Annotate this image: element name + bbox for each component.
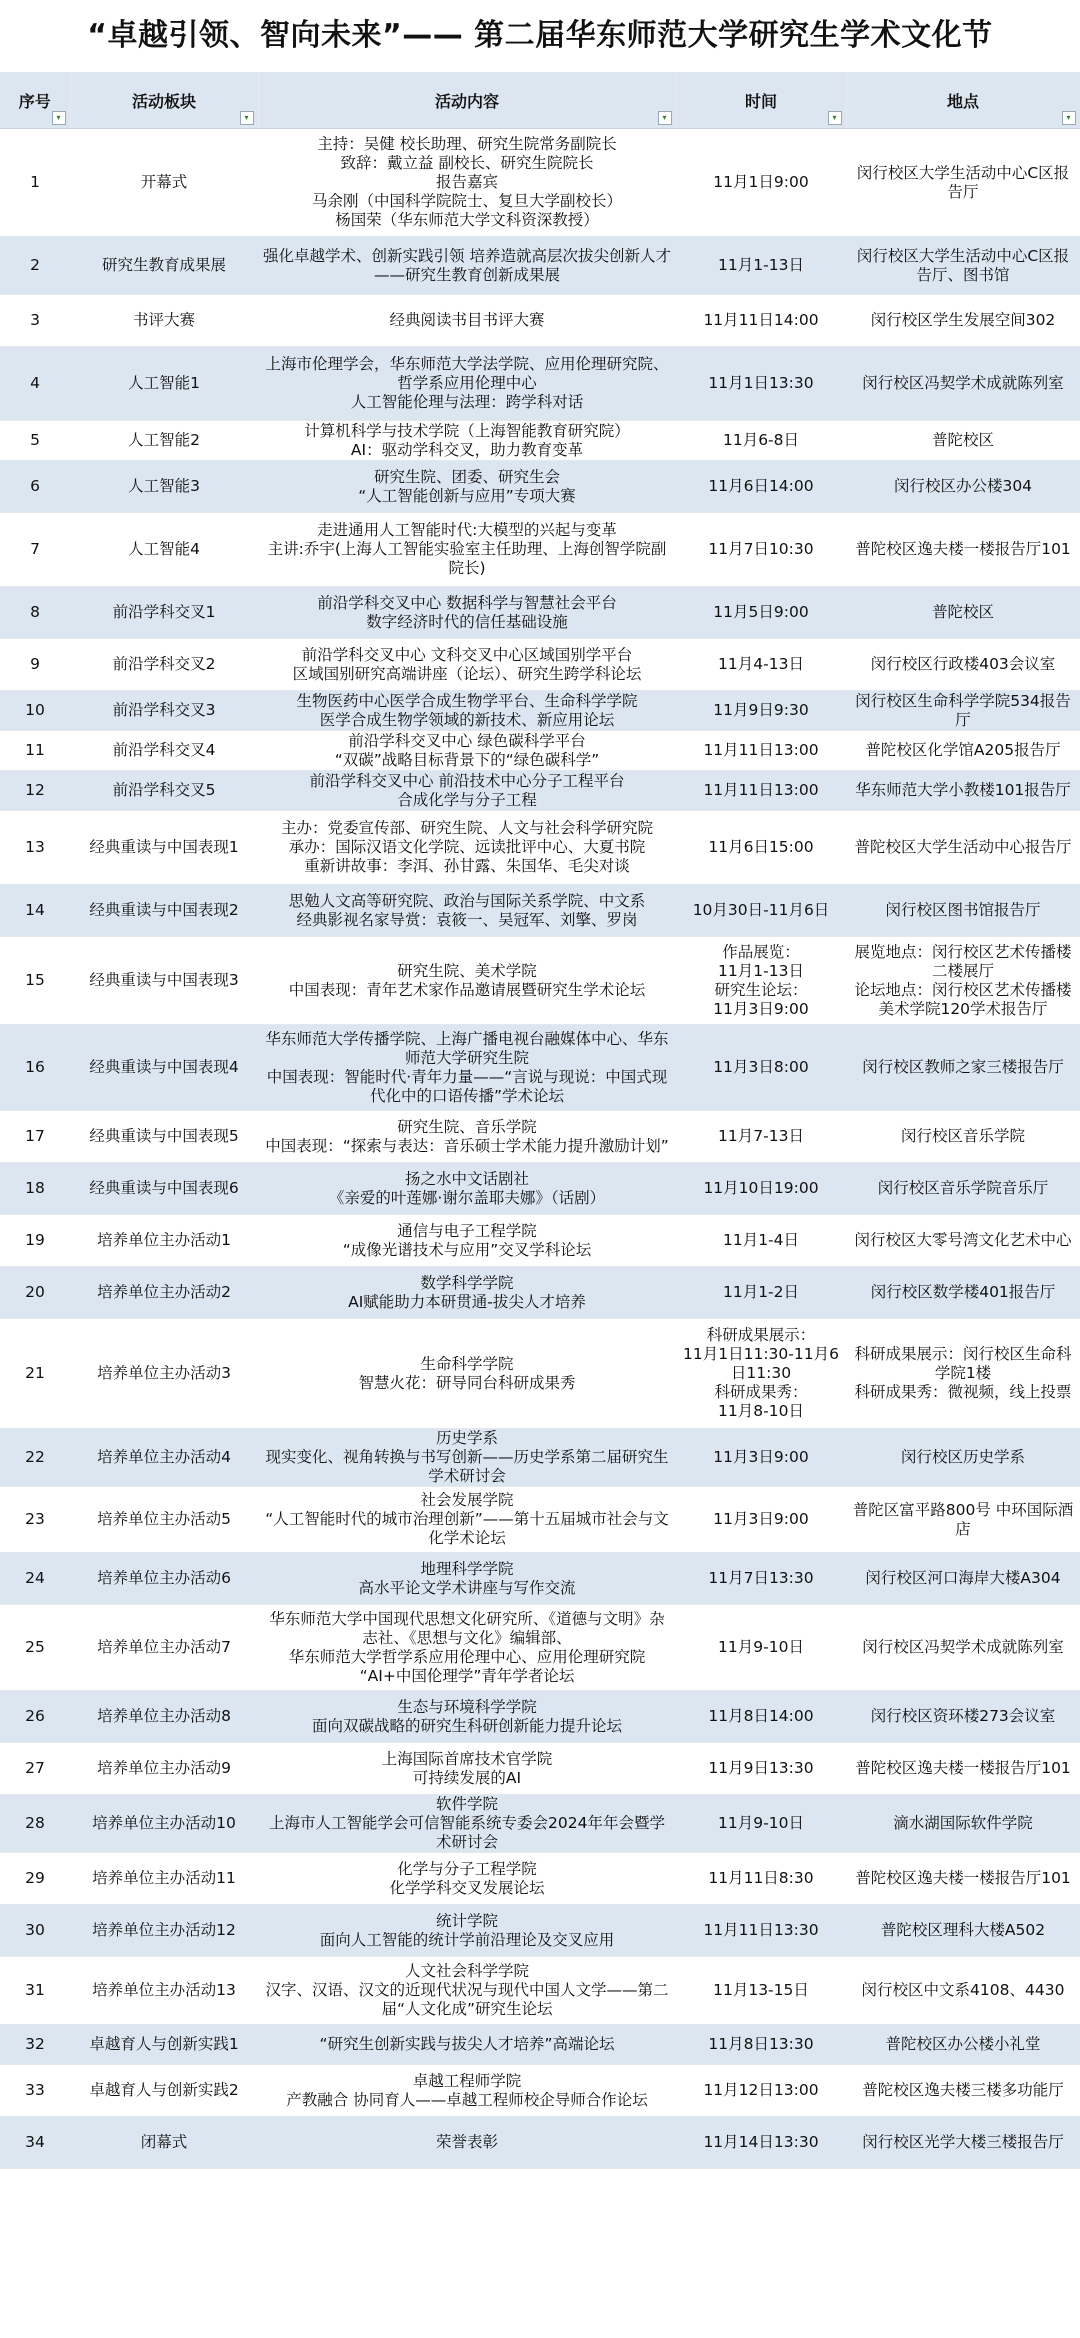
cell-no: 18 xyxy=(0,1163,70,1215)
cell-location: 闵行校区大学生活动中心C区报告厅、图书馆 xyxy=(846,237,1080,295)
cell-section: 前沿学科交叉2 xyxy=(70,639,258,691)
cell-location: 普陀校区逸夫楼一楼报告厅101 xyxy=(846,1743,1080,1795)
cell-time: 11月11日13:00 xyxy=(676,771,846,811)
cell-section: 培养单位主办活动1 xyxy=(70,1215,258,1267)
cell-time: 11月8日14:00 xyxy=(676,1691,846,1743)
cell-no: 26 xyxy=(0,1691,70,1743)
cell-time: 11月5日9:00 xyxy=(676,587,846,639)
cell-section: 卓越育人与创新实践1 xyxy=(70,2025,258,2065)
table-row xyxy=(0,811,1080,885)
cell-content: 思勉人文高等研究院、政治与国际关系学院、中文系 经典影视名家导赏：袁筱一、吴冠军、刘擎、罗岗 xyxy=(258,885,676,937)
cell-content: 前沿学科交叉中心 文科交叉中心区域国别学平台 区域国别研究高端讲座（论坛）、研究生跨学科论坛 xyxy=(258,639,676,691)
table-row xyxy=(0,1163,1080,1215)
cell-time: 10月30日-11月6日 xyxy=(676,885,846,937)
cell-content: 生态与环境科学学院 面向双碳战略的研究生科研创新能力提升论坛 xyxy=(258,1691,676,1743)
cell-location: 普陀校区化学馆A205报告厅 xyxy=(846,731,1080,771)
filter-dropdown-icon[interactable]: ▾ xyxy=(658,111,672,125)
cell-time: 11月8日13:30 xyxy=(676,2025,846,2065)
table-row xyxy=(0,1795,1080,1853)
cell-section: 研究生教育成果展 xyxy=(70,237,258,295)
table-row xyxy=(0,1215,1080,1267)
cell-time: 11月11日13:30 xyxy=(676,1905,846,1957)
cell-section: 培养单位主办活动4 xyxy=(70,1429,258,1487)
cell-section: 经典重读与中国表现1 xyxy=(70,811,258,885)
cell-time: 11月9-10日 xyxy=(676,1795,846,1853)
cell-location: 闵行校区冯契学术成就陈列室 xyxy=(846,347,1080,421)
cell-location: 普陀校区逸夫楼一楼报告厅101 xyxy=(846,1853,1080,1905)
cell-location: 闵行校区行政楼403会议室 xyxy=(846,639,1080,691)
cell-section: 人工智能2 xyxy=(70,421,258,461)
cell-time: 11月6日15:00 xyxy=(676,811,846,885)
cell-no: 22 xyxy=(0,1429,70,1487)
cell-section: 培养单位主办活动12 xyxy=(70,1905,258,1957)
cell-location: 普陀校区逸夫楼三楼多功能厅 xyxy=(846,2065,1080,2117)
table-row xyxy=(0,1553,1080,1605)
table-row xyxy=(0,731,1080,771)
table-row xyxy=(0,1267,1080,1319)
cell-content: 计算机科学与技术学院（上海智能教育研究院） AI：驱动学科交叉，助力教育变革 xyxy=(258,421,676,461)
header-row xyxy=(0,72,1080,129)
cell-location: 普陀校区大学生活动中心报告厅 xyxy=(846,811,1080,885)
cell-no: 20 xyxy=(0,1267,70,1319)
cell-content: 荣誉表彰 xyxy=(258,2117,676,2169)
cell-location: 展览地点：闵行校区艺术传播楼二楼展厅 论坛地点：闵行校区艺术传播楼美术学院120学术报告厅 xyxy=(846,937,1080,1025)
cell-location: 闵行校区学生发展空间302 xyxy=(846,295,1080,347)
header-content: 活动内容 ▾ xyxy=(258,72,676,129)
cell-time: 11月1日9:00 xyxy=(676,129,846,237)
cell-content: 华东师范大学中国现代思想文化研究所、《道德与文明》杂志社、《思想与文化》编辑部、 华东师范大学哲学系应用伦理中心、应用伦理研究院 “AI+中国伦理学”青年学者论坛 xyxy=(258,1605,676,1691)
cell-location: 普陀校区逸夫楼一楼报告厅101 xyxy=(846,513,1080,587)
filter-dropdown-icon[interactable]: ▾ xyxy=(828,111,842,125)
cell-no: 17 xyxy=(0,1111,70,1163)
cell-location: 闵行校区历史学系 xyxy=(846,1429,1080,1487)
cell-no: 10 xyxy=(0,691,70,731)
cell-section: 人工智能4 xyxy=(70,513,258,587)
cell-no: 1 xyxy=(0,129,70,237)
cell-no: 28 xyxy=(0,1795,70,1853)
cell-section: 前沿学科交叉3 xyxy=(70,691,258,731)
cell-section: 人工智能1 xyxy=(70,347,258,421)
cell-content: 上海国际首席技术官学院 可持续发展的AI xyxy=(258,1743,676,1795)
cell-time: 11月1-2日 xyxy=(676,1267,846,1319)
cell-location: 闵行校区图书馆报告厅 xyxy=(846,885,1080,937)
cell-content: 生命科学学院 智慧火花：研导同台科研成果秀 xyxy=(258,1319,676,1429)
cell-section: 培养单位主办活动5 xyxy=(70,1487,258,1553)
cell-content: 经典阅读书目书评大赛 xyxy=(258,295,676,347)
table-row xyxy=(0,295,1080,347)
cell-content: 前沿学科交叉中心 前沿技术中心分子工程平台 合成化学与分子工程 xyxy=(258,771,676,811)
cell-no: 32 xyxy=(0,2025,70,2065)
cell-no: 5 xyxy=(0,421,70,461)
cell-no: 7 xyxy=(0,513,70,587)
page-title: “卓越引领、智向未来”—— 第二届华东师范大学研究生学术文化节 xyxy=(0,0,1080,72)
cell-content: 前沿学科交叉中心 数据科学与智慧社会平台 数字经济时代的信任基础设施 xyxy=(258,587,676,639)
cell-content: 研究生院、团委、研究生会 “人工智能创新与应用”专项大赛 xyxy=(258,461,676,513)
cell-content: 数学科学学院 AI赋能助力本研贯通-拔尖人才培养 xyxy=(258,1267,676,1319)
cell-location: 闵行校区光学大楼三楼报告厅 xyxy=(846,2117,1080,2169)
table-row xyxy=(0,1905,1080,1957)
table-row xyxy=(0,1111,1080,1163)
table-row xyxy=(0,937,1080,1025)
table-row xyxy=(0,2117,1080,2169)
cell-section: 经典重读与中国表现6 xyxy=(70,1163,258,1215)
cell-location: 闵行校区教师之家三楼报告厅 xyxy=(846,1025,1080,1111)
cell-section: 培养单位主办活动9 xyxy=(70,1743,258,1795)
header-time: 时间 ▾ xyxy=(676,72,846,129)
cell-content: 上海市伦理学会，华东师范大学法学院、应用伦理研究院、哲学系应用伦理中心 人工智能伦理与法理：跨学科对话 xyxy=(258,347,676,421)
cell-content: 研究生院、音乐学院 中国表现：“探索与表达：音乐硕士学术能力提升激励计划” xyxy=(258,1111,676,1163)
table-row xyxy=(0,1853,1080,1905)
cell-location: 普陀校区 xyxy=(846,421,1080,461)
cell-content: “研究生创新实践与拔尖人才培养”高端论坛 xyxy=(258,2025,676,2065)
cell-content: 扬之水中文话剧社 《亲爱的叶莲娜·谢尔盖耶夫娜》（话剧） xyxy=(258,1163,676,1215)
cell-location: 闵行校区数学楼401报告厅 xyxy=(846,1267,1080,1319)
cell-location: 闵行校区冯契学术成就陈列室 xyxy=(846,1605,1080,1691)
cell-location: 普陀校区办公楼小礼堂 xyxy=(846,2025,1080,2065)
table-row xyxy=(0,1691,1080,1743)
cell-no: 2 xyxy=(0,237,70,295)
cell-section: 人工智能3 xyxy=(70,461,258,513)
cell-section: 培养单位主办活动13 xyxy=(70,1957,258,2025)
activity-table xyxy=(0,72,1080,2169)
table-row xyxy=(0,587,1080,639)
cell-section: 经典重读与中国表现3 xyxy=(70,937,258,1025)
cell-time: 11月13-15日 xyxy=(676,1957,846,2025)
cell-no: 11 xyxy=(0,731,70,771)
cell-time: 科研成果展示： 11月1日11:30-11月6日11:30 科研成果秀： 11月8-10日 xyxy=(676,1319,846,1429)
cell-time: 11月6-8日 xyxy=(676,421,846,461)
cell-no: 19 xyxy=(0,1215,70,1267)
cell-location: 闵行校区办公楼304 xyxy=(846,461,1080,513)
cell-no: 25 xyxy=(0,1605,70,1691)
cell-section: 卓越育人与创新实践2 xyxy=(70,2065,258,2117)
cell-no: 8 xyxy=(0,587,70,639)
cell-content: 历史学系 现实变化、视角转换与书写创新——历史学系第二届研究生学术研讨会 xyxy=(258,1429,676,1487)
cell-time: 11月7日10:30 xyxy=(676,513,846,587)
table-row xyxy=(0,513,1080,587)
cell-no: 23 xyxy=(0,1487,70,1553)
cell-content: 通信与电子工程学院 “成像光谱技术与应用”交叉学科论坛 xyxy=(258,1215,676,1267)
cell-time: 11月11日13:00 xyxy=(676,731,846,771)
cell-time: 11月11日14:00 xyxy=(676,295,846,347)
cell-section: 培养单位主办活动11 xyxy=(70,1853,258,1905)
table-row xyxy=(0,421,1080,461)
cell-content: 主持：吴健 校长助理、研究生院常务副院长 致辞：戴立益 副校长、研究生院院长 报告嘉宾 马余刚（中国科学院院士、复旦大学副校长） 杨国荣（华东师范大学文科资深教授） xyxy=(258,129,676,237)
table-row xyxy=(0,691,1080,731)
cell-location: 普陀校区 xyxy=(846,587,1080,639)
cell-time: 11月9日13:30 xyxy=(676,1743,846,1795)
cell-section: 前沿学科交叉1 xyxy=(70,587,258,639)
cell-location: 闵行校区中文系4108、4430 xyxy=(846,1957,1080,2025)
cell-location: 滴水湖国际软件学院 xyxy=(846,1795,1080,1853)
cell-location: 闵行校区音乐学院 xyxy=(846,1111,1080,1163)
cell-content: 主办：党委宣传部、研究生院、人文与社会科学研究院 承办：国际汉语文化学院、远读批评中心、大夏书院 重新讲故事：李洱、孙甘露、朱国华、毛尖对谈 xyxy=(258,811,676,885)
table-row xyxy=(0,2065,1080,2117)
cell-time: 11月1-4日 xyxy=(676,1215,846,1267)
cell-section: 前沿学科交叉5 xyxy=(70,771,258,811)
table-row xyxy=(0,885,1080,937)
cell-no: 13 xyxy=(0,811,70,885)
cell-time: 11月11日8:30 xyxy=(676,1853,846,1905)
cell-time: 11月7-13日 xyxy=(676,1111,846,1163)
cell-no: 24 xyxy=(0,1553,70,1605)
cell-section: 闭幕式 xyxy=(70,2117,258,2169)
table-row xyxy=(0,1319,1080,1429)
cell-content: 生物医药中心医学合成生物学平台、生命科学学院 医学合成生物学领域的新技术、新应用论坛 xyxy=(258,691,676,731)
cell-location: 闵行校区音乐学院音乐厅 xyxy=(846,1163,1080,1215)
cell-no: 14 xyxy=(0,885,70,937)
cell-content: 软件学院 上海市人工智能学会可信智能系统专委会2024年年会暨学术研讨会 xyxy=(258,1795,676,1853)
cell-time: 11月4-13日 xyxy=(676,639,846,691)
cell-no: 29 xyxy=(0,1853,70,1905)
cell-location: 普陀区富平路800号 中环国际酒店 xyxy=(846,1487,1080,1553)
cell-content: 华东师范大学传播学院、上海广播电视台融媒体中心、华东师范大学研究生院 中国表现：智能时代·青年力量——“言说与现说：中国式现代化中的口语传播”学术论坛 xyxy=(258,1025,676,1111)
cell-location: 闵行校区资环楼273会议室 xyxy=(846,1691,1080,1743)
cell-location: 科研成果展示：闵行校区生命科学院1楼 科研成果秀：微视频，线上投票 xyxy=(846,1319,1080,1429)
cell-location: 普陀校区理科大楼A502 xyxy=(846,1905,1080,1957)
cell-content: 统计学院 面向人工智能的统计学前沿理论及交叉应用 xyxy=(258,1905,676,1957)
table-row xyxy=(0,1605,1080,1691)
table-row xyxy=(0,461,1080,513)
table-row xyxy=(0,2025,1080,2065)
cell-time: 11月6日14:00 xyxy=(676,461,846,513)
cell-location: 闵行校区生命科学学院534报告厅 xyxy=(846,691,1080,731)
cell-time: 11月1-13日 xyxy=(676,237,846,295)
cell-time: 11月14日13:30 xyxy=(676,2117,846,2169)
cell-location: 闵行校区大零号湾文化艺术中心 xyxy=(846,1215,1080,1267)
cell-content: 强化卓越学术、创新实践引领 培养造就高层次拔尖创新人才 ——研究生教育创新成果展 xyxy=(258,237,676,295)
table-row xyxy=(0,237,1080,295)
cell-content: 人文社会科学学院 汉字、汉语、汉文的近现代状况与现代中国人文学——第二届“人文化成”研究生论坛 xyxy=(258,1957,676,2025)
cell-section: 经典重读与中国表现4 xyxy=(70,1025,258,1111)
cell-location: 闵行校区大学生活动中心C区报告厅 xyxy=(846,129,1080,237)
cell-section: 培养单位主办活动3 xyxy=(70,1319,258,1429)
table-row xyxy=(0,129,1080,237)
header-no: 序号 ▾ xyxy=(0,72,70,129)
cell-no: 31 xyxy=(0,1957,70,2025)
cell-content: 社会发展学院 “人工智能时代的城市治理创新”——第十五届城市社会与文化学术论坛 xyxy=(258,1487,676,1553)
cell-section: 前沿学科交叉4 xyxy=(70,731,258,771)
cell-content: 地理科学学院 高水平论文学术讲座与写作交流 xyxy=(258,1553,676,1605)
cell-content: 研究生院、美术学院 中国表现：青年艺术家作品邀请展暨研究生学术论坛 xyxy=(258,937,676,1025)
cell-section: 培养单位主办活动6 xyxy=(70,1553,258,1605)
cell-section: 开幕式 xyxy=(70,129,258,237)
cell-time: 11月3日8:00 xyxy=(676,1025,846,1111)
table-row xyxy=(0,771,1080,811)
cell-no: 4 xyxy=(0,347,70,421)
header-location: 地点 ▾ xyxy=(846,72,1080,129)
table-row xyxy=(0,1743,1080,1795)
cell-section: 经典重读与中国表现2 xyxy=(70,885,258,937)
cell-no: 16 xyxy=(0,1025,70,1111)
cell-no: 3 xyxy=(0,295,70,347)
cell-content: 走进通用人工智能时代:大模型的兴起与变革 主讲:乔宇(上海人工智能实验室主任助理、上海创智学院副院长) xyxy=(258,513,676,587)
filter-dropdown-icon[interactable]: ▾ xyxy=(240,111,254,125)
table-row xyxy=(0,1429,1080,1487)
cell-content: 化学与分子工程学院 化学学科交叉发展论坛 xyxy=(258,1853,676,1905)
cell-no: 12 xyxy=(0,771,70,811)
cell-section: 培养单位主办活动10 xyxy=(70,1795,258,1853)
cell-no: 30 xyxy=(0,1905,70,1957)
cell-no: 6 xyxy=(0,461,70,513)
cell-time: 11月9日9:30 xyxy=(676,691,846,731)
cell-no: 21 xyxy=(0,1319,70,1429)
cell-time: 11月10日19:00 xyxy=(676,1163,846,1215)
filter-dropdown-icon[interactable]: ▾ xyxy=(1062,111,1076,125)
cell-time: 11月3日9:00 xyxy=(676,1487,846,1553)
cell-no: 27 xyxy=(0,1743,70,1795)
cell-section: 经典重读与中国表现5 xyxy=(70,1111,258,1163)
cell-location: 闵行校区河口海岸大楼A304 xyxy=(846,1553,1080,1605)
cell-time: 11月7日13:30 xyxy=(676,1553,846,1605)
cell-location: 华东师范大学小教楼101报告厅 xyxy=(846,771,1080,811)
table-row xyxy=(0,347,1080,421)
cell-time: 11月9-10日 xyxy=(676,1605,846,1691)
cell-section: 培养单位主办活动8 xyxy=(70,1691,258,1743)
cell-time: 作品展览： 11月1-13日 研究生论坛： 11月3日9:00 xyxy=(676,937,846,1025)
cell-time: 11月12日13:00 xyxy=(676,2065,846,2117)
cell-content: 前沿学科交叉中心 绿色碳科学平台 “双碳”战略目标背景下的“绿色碳科学” xyxy=(258,731,676,771)
cell-no: 9 xyxy=(0,639,70,691)
cell-time: 11月3日9:00 xyxy=(676,1429,846,1487)
table-row xyxy=(0,1957,1080,2025)
filter-dropdown-icon[interactable]: ▾ xyxy=(52,111,66,125)
cell-section: 书评大赛 xyxy=(70,295,258,347)
cell-content: 卓越工程师学院 产教融合 协同育人——卓越工程师校企导师合作论坛 xyxy=(258,2065,676,2117)
cell-no: 34 xyxy=(0,2117,70,2169)
table-row xyxy=(0,1025,1080,1111)
header-section: 活动板块 ▾ xyxy=(70,72,258,129)
table-row xyxy=(0,639,1080,691)
cell-no: 15 xyxy=(0,937,70,1025)
cell-section: 培养单位主办活动7 xyxy=(70,1605,258,1691)
table-row xyxy=(0,1487,1080,1553)
cell-no: 33 xyxy=(0,2065,70,2117)
cell-section: 培养单位主办活动2 xyxy=(70,1267,258,1319)
cell-time: 11月1日13:30 xyxy=(676,347,846,421)
